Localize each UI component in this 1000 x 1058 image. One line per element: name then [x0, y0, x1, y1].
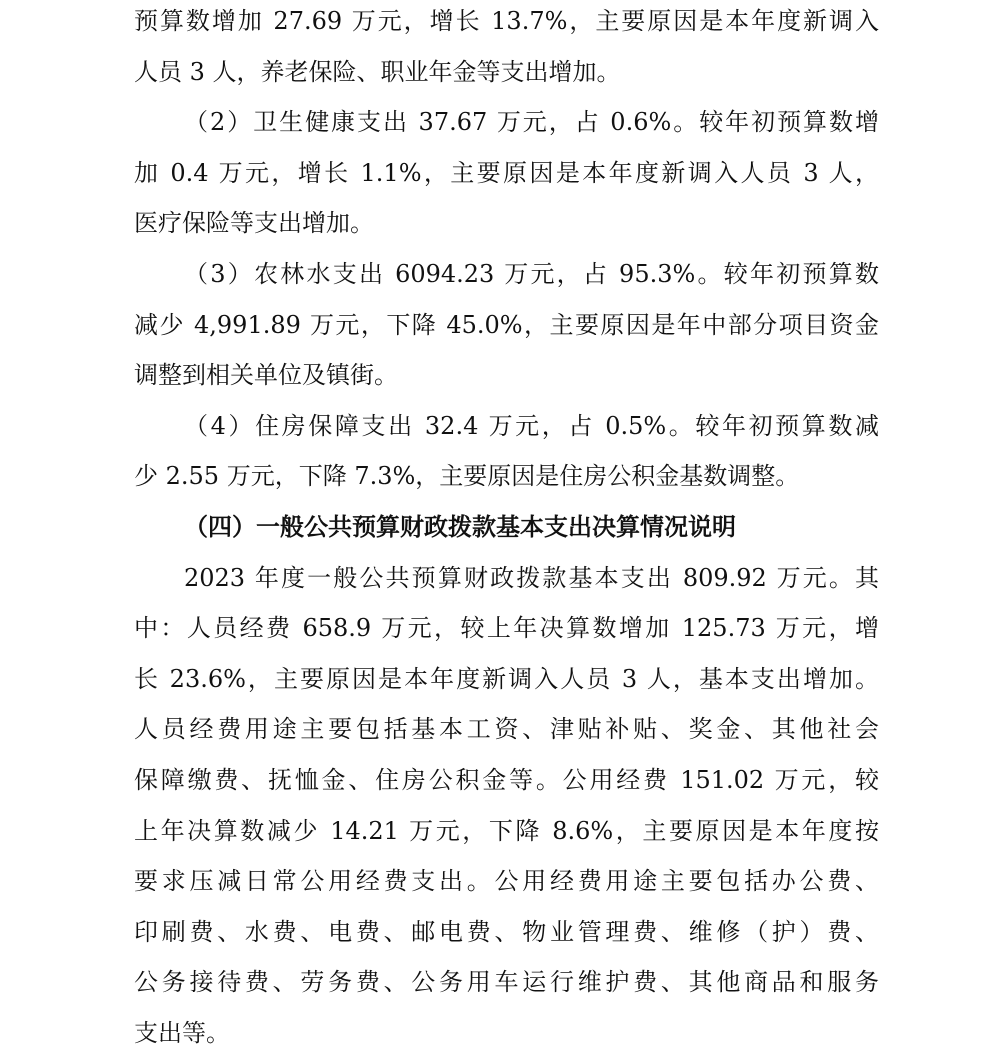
text-line: 医疗保险等支出增加。 [134, 209, 374, 238]
text-line: 上年决算数减少 14.21 万元，下降 8.6%，主要原因是本年度按 [134, 816, 879, 845]
section-heading [134, 502, 879, 553]
text-line: 保障缴费、抚恤金、住房公积金等。公用经费 151.02 万元，较 [134, 765, 879, 794]
text-line: （2）卫生健康支出 37.67 万元，占 0.6%。较年初预算数增 [184, 108, 879, 137]
paragraph-basic-expenditure [134, 553, 879, 1058]
text-line: 预算数增加 27.69 万元，增长 13.7%，主要原因是本年度新调入 [134, 7, 879, 35]
text-line: （4）住房保障支出 32.4 万元，占 0.5%。较年初预算数减 [184, 411, 879, 440]
text-line: 2023 年度一般公共预算财政拨款基本支出 809.92 万元。其 [184, 563, 879, 592]
paragraph-health-expenditure [134, 97, 879, 249]
text-line: （3）农林水支出 6094.23 万元，占 95.3%。较年初预算数 [184, 259, 879, 288]
text-body [134, 0, 879, 1058]
text-line: 要求压减日常公用经费支出。公用经费用途主要包括办公费、 [134, 867, 879, 896]
text-line: 中：人员经费 658.9 万元，较上年决算数增加 125.73 万元，增 [134, 614, 879, 643]
text-line: 支出等。 [134, 1018, 230, 1047]
paragraph-housing-expenditure [134, 401, 879, 502]
text-line: 减少 4,991.89 万元，下降 45.0%，主要原因是年中部分项目资金 [134, 310, 879, 339]
text-line: 调整到相关单位及镇街。 [134, 361, 398, 390]
text-line: 少 2.55 万元，下降 7.3%，主要原因是住房公积金基数调整。 [134, 462, 800, 491]
heading-line: （四）一般公共预算财政拨款基本支出决算情况说明 [184, 511, 736, 541]
text-line: 印刷费、水费、电费、邮电费、物业管理费、维修（护）费、 [134, 917, 879, 946]
text-line: 人员经费用途主要包括基本工资、津贴补贴、奖金、其他社会 [134, 715, 879, 744]
text-line: 人员 3 人，养老保险、职业年金等支出增加。 [134, 57, 621, 86]
paragraph-agriculture-expenditure [134, 249, 879, 401]
text-line: 长 23.6%，主要原因是本年度新调入人员 3 人，基本支出增加。 [134, 664, 879, 693]
text-line: 加 0.4 万元，增长 1.1%，主要原因是本年度新调入人员 3 人， [134, 158, 879, 187]
text-line: 公务接待费、劳务费、公务用车运行维护费、其他商品和服务 [134, 968, 879, 997]
paragraph-continuation [134, 0, 879, 97]
